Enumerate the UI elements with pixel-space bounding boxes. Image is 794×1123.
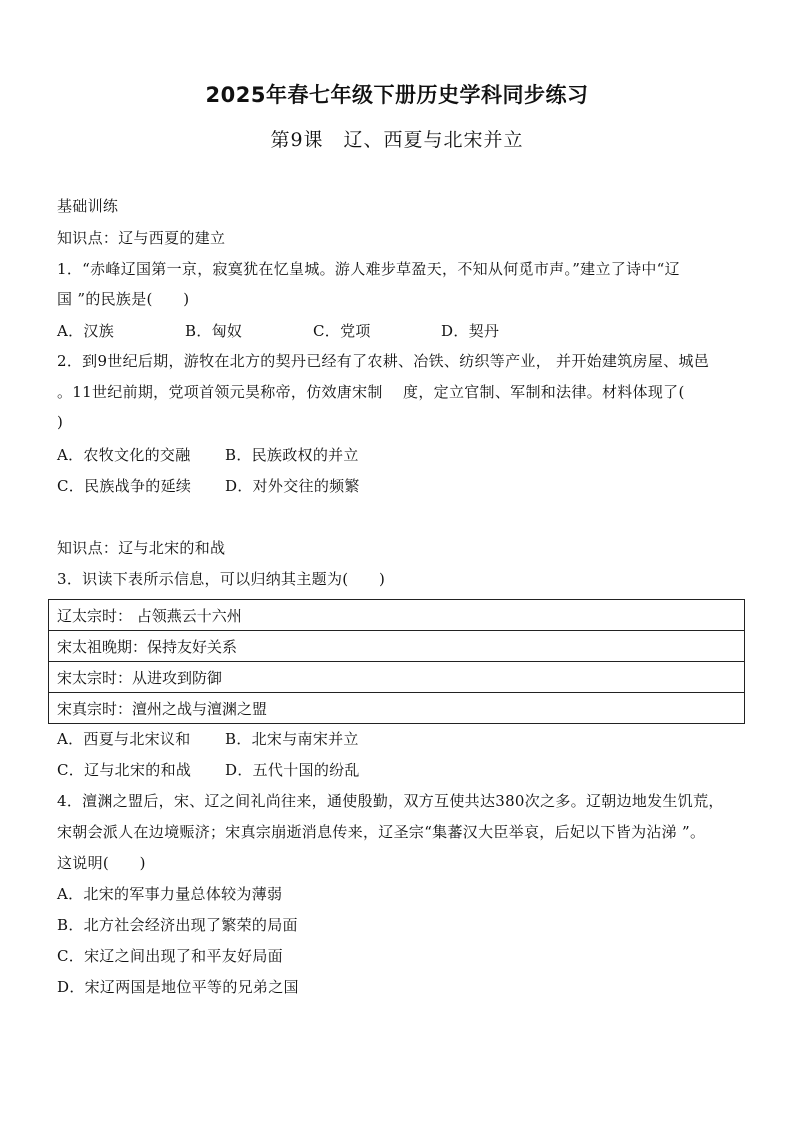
q4-option-d: D．宋辽两国是地位平等的兄弟之国: [57, 978, 299, 996]
q1-option-b: B．匈奴: [185, 322, 243, 340]
q2-option-d: D．对外交往的频繁: [225, 477, 360, 495]
q4-option-c: C．宋辽之间出现了和平友好局面: [57, 947, 283, 965]
page-title: 2025年春七年级下册历史学科同步练习: [205, 83, 589, 107]
q3-stem: 3．识读下表所示信息，可以归纳其主题为( ): [57, 570, 386, 588]
q3-option-b: B．北宋与南宋并立: [225, 730, 359, 748]
q2-stem-line3: ): [57, 413, 64, 431]
q4-stem-line3: 这说明( ): [57, 854, 146, 872]
q1-stem-line2: 国 ”的民族是( ): [57, 290, 190, 308]
table-cell: 宋真宗时：澶州之战与澶渊之盟: [49, 693, 745, 724]
table-row: [49, 662, 745, 693]
table-cell: 宋太宗时：从进攻到防御: [49, 662, 745, 693]
knowledge-point-1: 知识点：辽与西夏的建立: [57, 229, 226, 247]
q2-option-c: C．民族战争的延续: [57, 477, 192, 495]
q3-option-a: A．西夏与北宋议和: [57, 730, 191, 748]
q1-stem-line1: 1．“赤峰辽国第一京，寂寞犹在忆皇城。游人难步草盈天，不知从何觅市声。”建立了诗中“辽: [57, 260, 680, 278]
q2-option-b: B．民族政权的并立: [225, 446, 359, 464]
q4-option-b: B．北方社会经济出现了繁荣的局面: [57, 916, 298, 934]
q1-option-a: A．汉族: [57, 322, 115, 340]
q2-stem-line2: 。11世纪前期，党项首领元昊称帝，仿效唐宋制 度，定立官制、军制和法律。材料体现了(: [57, 383, 685, 401]
table-row: [49, 693, 745, 724]
table-row: [49, 631, 745, 662]
section-heading: 基础训练: [57, 197, 119, 215]
q2-options-row1: [57, 445, 359, 465]
knowledge-point-2: 知识点：辽与北宋的和战: [57, 539, 226, 557]
q3-options-row1: [57, 729, 359, 749]
q2-option-a: A．农牧文化的交融: [57, 446, 191, 464]
q4-stem-line2: 宋朝会派人在边境赈济；宋真宗崩逝消息传来，辽圣宗“集蕃汉大臣举哀，后妃以下皆为沾涕 ”。: [57, 823, 706, 841]
table-cell: 辽太宗时： 占领燕云十六州: [49, 600, 745, 631]
q3-option-d: D．五代十国的纷乱: [225, 761, 360, 779]
q4-stem-line1: 4．澶渊之盟后，宋、辽之间礼尚往来，通使殷勤，双方互使共达380次之多。辽朝边地发生饥荒，: [57, 792, 724, 810]
q3-options-row2: [57, 760, 360, 780]
q1-options: [57, 321, 499, 341]
q2-stem-line1: 2．到9世纪后期，游牧在北方的契丹已经有了农耕、冶铁、纺织等产业， 并开始建筑房屋、城邑: [57, 352, 710, 370]
q4-option-a: A．北宋的军事力量总体较为薄弱: [57, 885, 283, 903]
table-cell: 宋太祖晚期：保持友好关系: [49, 631, 745, 662]
q3-info-table: [48, 599, 745, 724]
q1-option-d: D．契丹: [441, 322, 500, 340]
lesson-title: 第9课 辽、西夏与北宋并立: [270, 129, 524, 151]
q3-option-c: C．辽与北宋的和战: [57, 761, 192, 779]
q1-option-c: C．党项: [313, 322, 371, 340]
q2-options-row2: [57, 476, 360, 496]
table-row: [49, 600, 745, 631]
